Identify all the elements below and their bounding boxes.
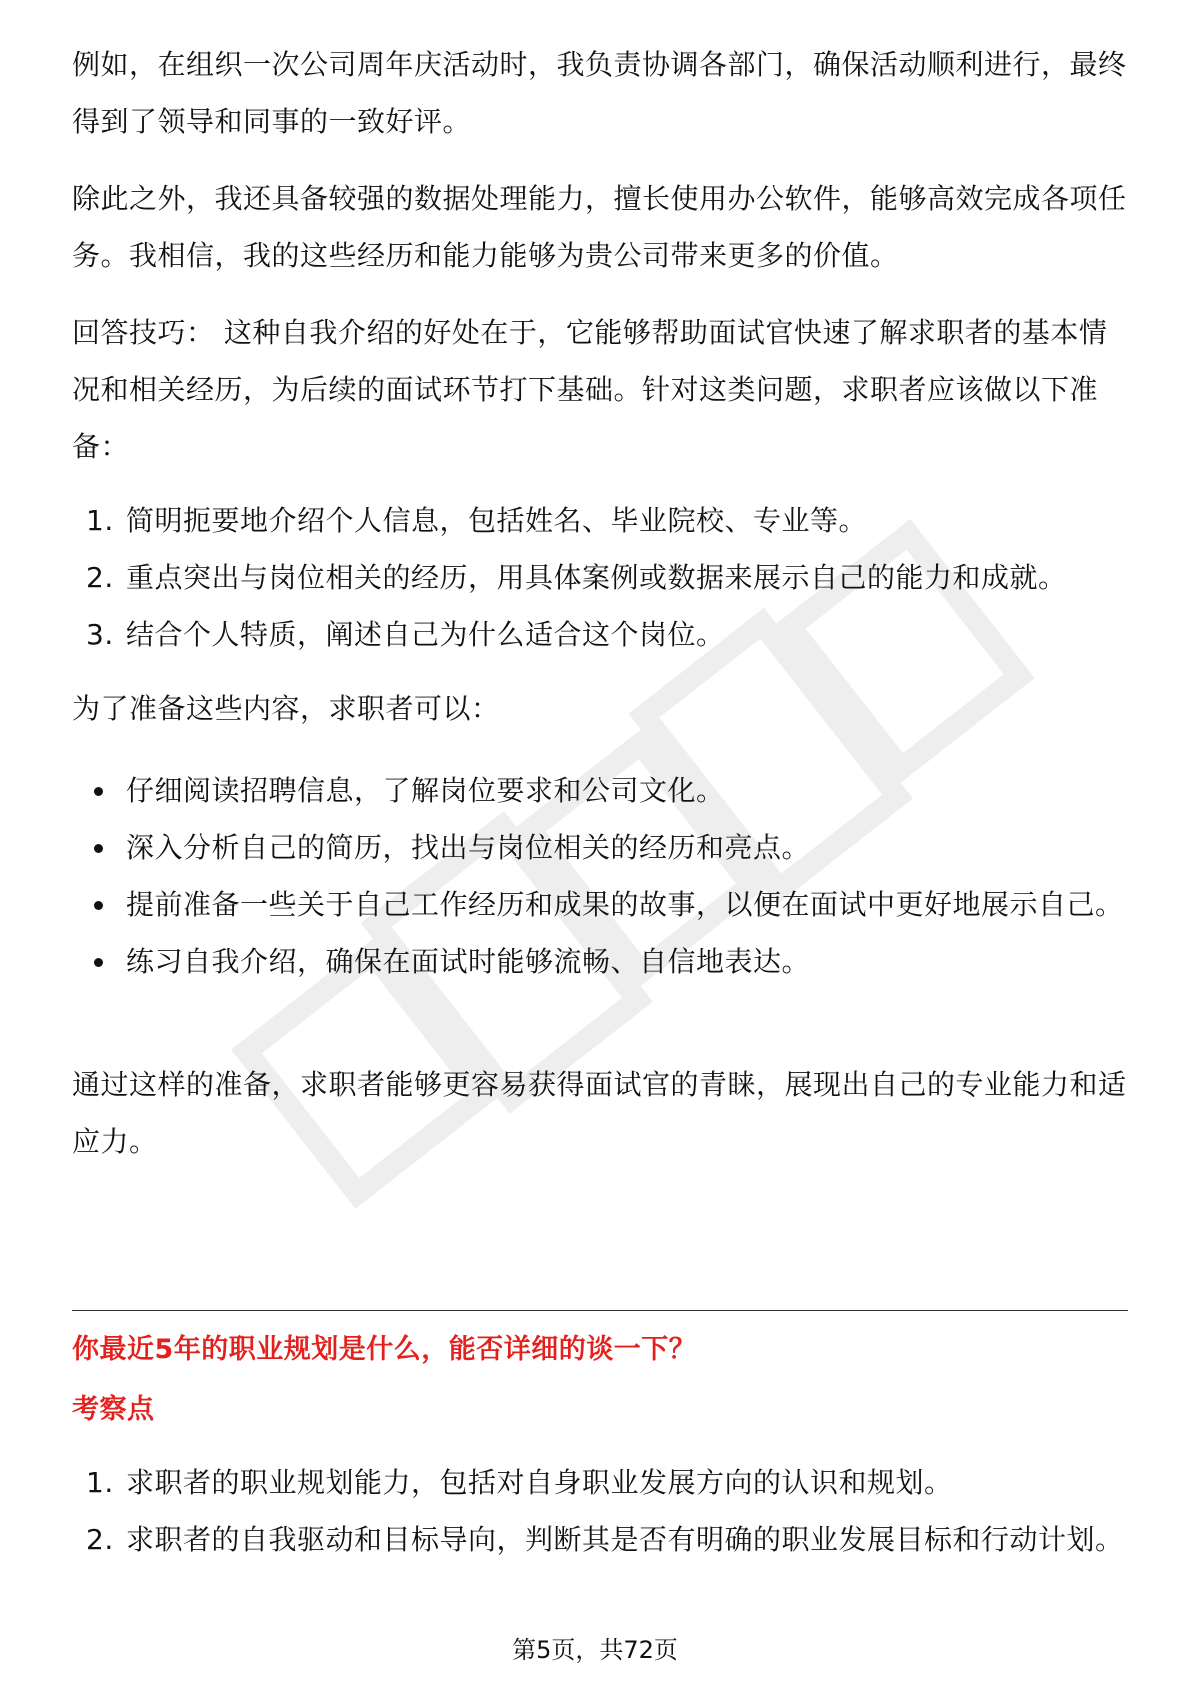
assessment-points-list: [72, 1454, 1128, 1568]
paragraph-prepare-intro: 为了准备这些内容，求职者可以：: [72, 692, 500, 725]
list-number: 3.: [86, 618, 114, 651]
list-item-text: 求职者的职业规划能力，包括对自身职业发展方向的认识和规划。: [126, 1466, 953, 1499]
list-item: [72, 492, 1128, 549]
list-item-text: 重点突出与岗位相关的经历，用具体案例或数据来展示自己的能力和成就。: [126, 561, 1067, 594]
list-item: [72, 819, 1128, 876]
list-number: 1.: [86, 1466, 114, 1499]
bullet-icon: [94, 901, 103, 910]
question-title: 你最近5年的职业规划是什么，能否详细的谈一下？: [72, 1334, 697, 1365]
paragraph-example: 例如，在组织一次公司周年庆活动时，我负责协调各部门，确保活动顺利进行，最终得到了领导和同事的一致好评。: [72, 48, 1127, 138]
bullet-icon: [94, 844, 103, 853]
list-item-text: 简明扼要地介绍个人信息，包括姓名、毕业院校、专业等。: [126, 504, 868, 537]
list-item-text: 仔细阅读招聘信息，了解岗位要求和公司文化。: [126, 774, 725, 807]
paragraph-skills: 除此之外，我还具备较强的数据处理能力，擅长使用办公软件，能够高效完成各项任务。我相信，我的这些经历和能力能够为贵公司带来更多的价值。: [72, 182, 1127, 272]
page-number: 第5页，共72页: [512, 1636, 678, 1664]
list-item: [72, 933, 1128, 990]
bullet-list: [72, 762, 1128, 990]
paragraph-conclusion: 通过这样的准备，求职者能够更容易获得面试官的青睐，展现出自己的专业能力和适应力。: [72, 1068, 1127, 1158]
list-item: [72, 1454, 1128, 1511]
list-item-text: 练习自我介绍，确保在面试时能够流畅、自信地表达。: [126, 945, 811, 978]
list-item-text: 提前准备一些关于自己工作经历和成果的故事，以便在面试中更好地展示自己。: [126, 888, 1124, 921]
assessment-heading: 考察点: [72, 1394, 155, 1425]
list-number: 1.: [86, 504, 114, 537]
list-item-text: 深入分析自己的简历，找出与岗位相关的经历和亮点。: [126, 831, 811, 864]
list-item: [72, 876, 1128, 933]
prep-list: [72, 492, 1128, 663]
list-item: [72, 549, 1128, 606]
bullet-icon: [94, 958, 103, 967]
list-item-text: 结合个人特质，阐述自己为什么适合这个岗位。: [126, 618, 725, 651]
list-item: [72, 1511, 1128, 1568]
list-number: 2.: [86, 561, 114, 594]
paragraph-answer-tips: 回答技巧： 这种自我介绍的好处在于，它能够帮助面试官快速了解求职者的基本情况和相关经历，为后续的面试环节打下基础。针对这类问题，求职者应该做以下准备：: [72, 316, 1108, 463]
section-divider: [72, 1310, 1128, 1311]
list-item-text: 求职者的自我驱动和目标导向，判断其是否有明确的职业发展目标和行动计划。: [126, 1523, 1124, 1556]
list-item: [72, 606, 1128, 663]
bullet-icon: [94, 787, 103, 796]
list-number: 2.: [86, 1523, 114, 1556]
list-item: [72, 762, 1128, 819]
